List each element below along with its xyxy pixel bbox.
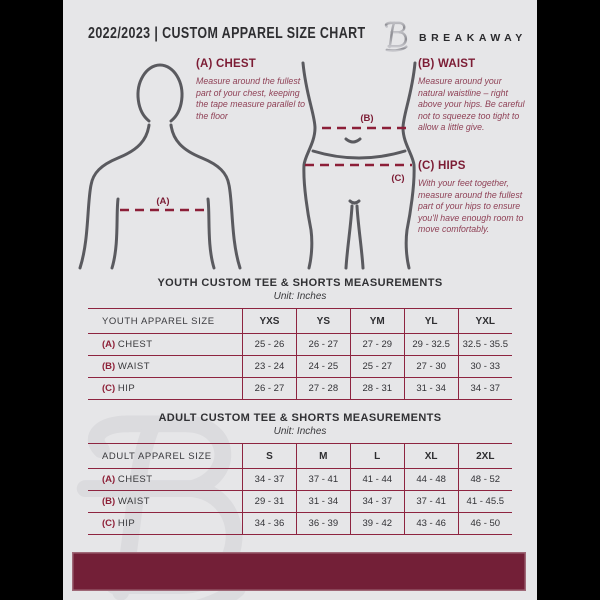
cell-value: 25 - 27 xyxy=(350,356,404,378)
table-header-row xyxy=(88,444,512,469)
breakaway-logo xyxy=(383,18,527,52)
cell-value: 34 - 37 xyxy=(350,491,404,513)
youth-table-title: YOUTH CUSTOM TEE & SHORTS MEASUREMENTS xyxy=(157,277,443,289)
cell-value: 26 - 27 xyxy=(296,334,350,356)
row-label xyxy=(88,356,243,378)
cell-value: 36 - 39 xyxy=(296,513,350,535)
waist-measure-line xyxy=(322,113,408,128)
cell-value: 23 - 24 xyxy=(243,356,297,378)
adult-header-label: ADULT APPAREL SIZE xyxy=(88,444,243,469)
row-label-text: WAIST xyxy=(117,496,151,507)
cell-value: 43 - 46 xyxy=(404,513,458,535)
row-label xyxy=(88,491,243,513)
adult-size-table xyxy=(88,443,512,535)
footer-bar xyxy=(72,552,526,591)
adult-header-l: L xyxy=(350,444,404,469)
cell-value: 28 - 31 xyxy=(350,378,404,400)
adult-table-title: ADULT CUSTOM TEE & SHORTS MEASUREMENTS xyxy=(158,412,442,424)
adult-header-m: M xyxy=(296,444,350,469)
cell-value: 46 - 50 xyxy=(458,513,512,535)
youth-header-yxl: YXL xyxy=(458,309,512,334)
row-label xyxy=(88,378,243,400)
hips-instruction xyxy=(418,160,532,236)
cell-value: 29 - 31 xyxy=(243,491,297,513)
adult-header-s: S xyxy=(243,444,297,469)
table-header-row xyxy=(88,309,512,334)
row-label xyxy=(88,513,243,535)
waist-instruction-heading: (B) WAIST xyxy=(418,58,476,70)
table-row xyxy=(88,513,512,535)
youth-header-ys: YS xyxy=(296,309,350,334)
chest-instruction-heading: (A) CHEST xyxy=(196,58,256,70)
cell-value: 24 - 25 xyxy=(296,356,350,378)
youth-header-label: YOUTH APPAREL SIZE xyxy=(88,309,243,334)
cell-value: 34 - 37 xyxy=(458,378,512,400)
row-label-text: CHEST xyxy=(117,474,153,485)
cell-value: 30 - 33 xyxy=(458,356,512,378)
youth-header-yxs: YXS xyxy=(243,309,297,334)
cell-value: 27 - 29 xyxy=(350,334,404,356)
table-row xyxy=(88,356,512,378)
cell-value: 31 - 34 xyxy=(404,378,458,400)
hips-instruction-heading: (C) HIPS xyxy=(418,160,466,172)
row-label-prefix: (C) xyxy=(102,383,116,394)
adult-header-2xl: 2XL xyxy=(458,444,512,469)
youth-table-unit: Unit: Inches xyxy=(273,291,327,302)
row-label-prefix: (B) xyxy=(102,361,116,372)
row-label-text: CHEST xyxy=(117,339,153,350)
row-label xyxy=(88,469,243,491)
brand-text: BREAKAWAY xyxy=(419,32,527,44)
cell-value: 41 - 44 xyxy=(350,469,404,491)
adult-size-section xyxy=(63,412,537,535)
cell-value: 27 - 30 xyxy=(404,356,458,378)
youth-header-ym: YM xyxy=(350,309,404,334)
waist-line-label: (B) xyxy=(360,113,374,124)
row-label-prefix: (C) xyxy=(102,518,116,529)
row-label-prefix: (A) xyxy=(102,339,116,350)
hips-measure-line xyxy=(305,165,412,184)
page-title: 2022/2023 | CUSTOM APPAREL SIZE CHART xyxy=(88,25,366,42)
chest-line-label: (A) xyxy=(156,196,170,207)
chest-instruction xyxy=(196,58,309,122)
youth-size-section xyxy=(63,277,537,400)
table-row xyxy=(88,469,512,491)
cell-value: 31 - 34 xyxy=(296,491,350,513)
youth-header-yl: YL xyxy=(404,309,458,334)
cell-value: 27 - 28 xyxy=(296,378,350,400)
row-label xyxy=(88,334,243,356)
cell-value: 48 - 52 xyxy=(458,469,512,491)
cell-value: 39 - 42 xyxy=(350,513,404,535)
cell-value: 34 - 36 xyxy=(243,513,297,535)
cell-value: 37 - 41 xyxy=(404,491,458,513)
cell-value: 26 - 27 xyxy=(243,378,297,400)
adult-header-xl: XL xyxy=(404,444,458,469)
chest-instruction-text: Measure around the fullest part of your chest, keeping the tape measure parallel to the floor xyxy=(196,76,306,121)
cell-value: 25 - 26 xyxy=(243,334,297,356)
waist-instruction xyxy=(418,58,530,134)
size-chart-document xyxy=(63,0,537,600)
cell-value: 34 - 37 xyxy=(243,469,297,491)
row-label-text: HIP xyxy=(117,518,136,529)
table-row xyxy=(88,334,512,356)
row-label-text: HIP xyxy=(117,383,136,394)
cell-value: 29 - 32.5 xyxy=(404,334,458,356)
breakaway-b-logo-icon xyxy=(383,18,411,52)
youth-size-table xyxy=(88,308,512,400)
hips-instruction-text: With your feet together, measure around the fullest part of your hips to ensure you'll have enough room to move comfortably. xyxy=(418,178,524,234)
cell-value: 37 - 41 xyxy=(296,469,350,491)
row-label-prefix: (B) xyxy=(102,496,116,507)
row-label-prefix: (A) xyxy=(102,474,116,485)
cell-value: 32.5 - 35.5 xyxy=(458,334,512,356)
table-row xyxy=(88,491,512,513)
cell-value: 44 - 48 xyxy=(404,469,458,491)
hips-line-label: (C) xyxy=(391,173,405,184)
waist-instruction-text: Measure around your natural waistline – right above your hips. Be careful not to squeeze too tight to allow a little give. xyxy=(418,76,525,132)
cell-value: 41 - 45.5 xyxy=(458,491,512,513)
row-label-text: WAIST xyxy=(117,361,151,372)
table-row xyxy=(88,378,512,400)
adult-table-unit: Unit: Inches xyxy=(273,426,327,437)
chest-measure-line xyxy=(120,196,206,210)
